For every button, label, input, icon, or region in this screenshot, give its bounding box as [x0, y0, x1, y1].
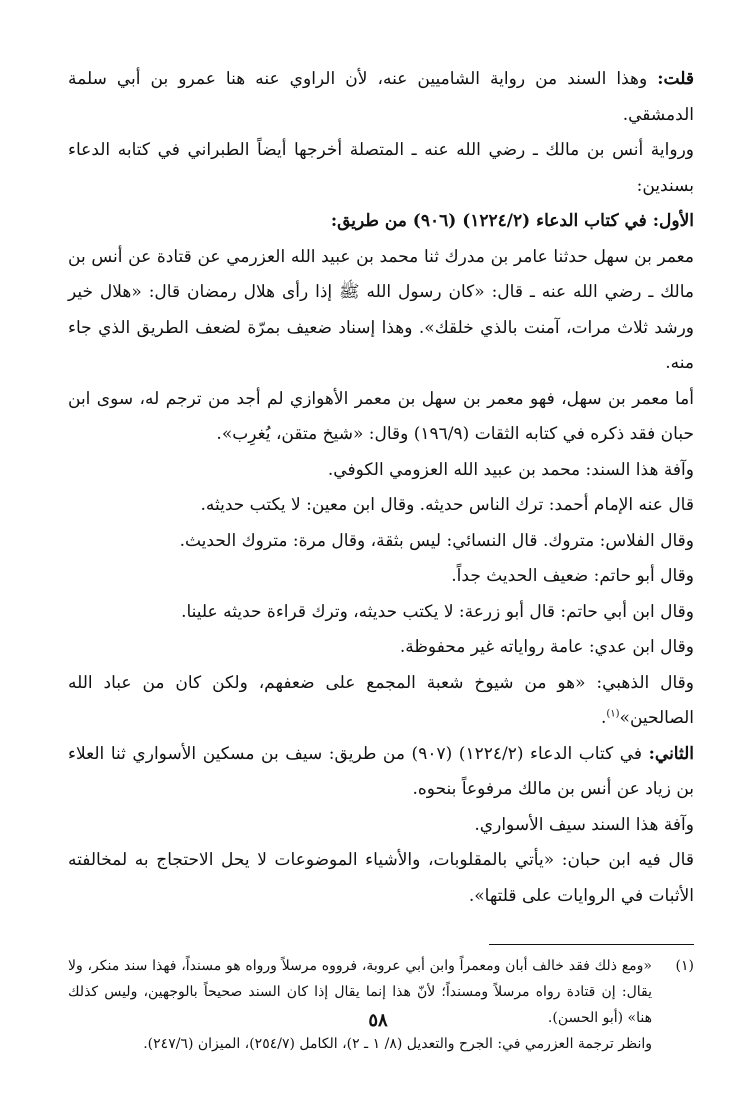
- paragraph: وقال ابن عدي: عامة رواياته غير محفوظة.: [399, 637, 694, 657]
- paragraph: قال فيه ابن حبان: «يأتي بالمقلوبات، والأشياء الموضوعات لا يحل الاحتجاج به لمخالفته الأثبات في الروايات على قلتها».: [68, 850, 694, 906]
- paragraph: [68, 204, 694, 240]
- footnote-number: (١): [675, 958, 694, 974]
- paragraph: وآفة هذا السند: محمد بن عبيد الله العزومي الكوفي.: [327, 459, 694, 480]
- paragraph: وقال أبو حاتم: ضعيف الحديث جداً.: [451, 566, 694, 586]
- paragraph: قال عنه الإمام أحمد: ترك الناس حديثه. وقال ابن معين: لا يكتب حديثه.: [200, 495, 694, 515]
- paragraph: [68, 666, 694, 737]
- paragraph-text: في كتاب الدعاء (١٢٢٤/٢) (٩٠٦) من طريق:: [330, 211, 653, 231]
- paragraph: وقال ابن أبي حاتم: قال أبو زرعة: لا يكتب حديثه، وترك قراءة حديثه علينا.: [181, 601, 694, 622]
- paragraph-end: .: [600, 708, 607, 728]
- paragraph: ورواية أنس بن مالك ـ رضي الله عنه ـ المتصلة أخرجها أيضاً الطبراني في كتابه الدعاء بسندين:: [68, 140, 694, 196]
- paragraph-text: في كتاب الدعاء (١٢٢٤/٢) (٩٠٧) من طريق: سيف بن مسكين الأسواري ثنا العلاء بن زياد عن أنس بن مالك مرفوعاً بنحوه.: [68, 743, 694, 799]
- paragraph-lead: قلت:: [657, 69, 694, 89]
- footnote-text: «ومع ذلك فقد خالف أبان ومعمراً وابن أبي عروبة، فرووه مرسلاً ورواه هو مسنداً، فهذا سند منكر، ولا يقال: إن قتادة رواه مرسلاً ومسنداً؛ لأنّ هذا إنما يقال إذا كان السند صحيحاً بالوجهين، وليس كذلك هنا» (أبو الحسن).: [68, 958, 652, 1026]
- paragraph: وقال الفلاس: متروك. قال النسائي: ليس بثقة، وقال مرة: متروك الحديث.: [179, 530, 694, 551]
- paragraph-lead: الثاني:: [648, 743, 695, 764]
- main-text: [68, 62, 694, 914]
- footnote: [68, 953, 694, 1057]
- page-number: ٥٨: [368, 1010, 388, 1031]
- paragraph: أما معمر بن سهل، فهو معمر بن سهل بن معمر الأهوازي لم أجد من ترجم له، سوى ابن حبان فقد ذكره في كتابه الثقات (١٩٦/٩) وقال: «شيخ متقن، يُغرِب».: [68, 388, 694, 444]
- paragraph: [68, 737, 694, 808]
- paragraph-text: وهذا السند من رواية الشاميين عنه، لأن الراوي عنه هنا عمرو بن أبي سلمة الدمشقي.: [68, 69, 694, 125]
- footnote-text: وانظر ترجمة العزرمي في: الجرح والتعديل (٨/ ١ ـ ٢)، الكامل (٢٥٤/٧)، الميزان (٢٤٧/٦).: [143, 1036, 652, 1052]
- paragraph-lead: الأول:: [652, 211, 694, 231]
- paragraph-text: وقال الذهبي: «هو من شيوخ شعبة المجمع على ضعفهم، ولكن كان من عباد الله الصالحين»: [68, 672, 694, 728]
- paragraph: [68, 62, 694, 133]
- footnote-ref[interactable]: (١): [606, 708, 620, 720]
- footnote-body: [68, 953, 652, 1057]
- paragraph: وآفة هذا السند سيف الأسواري.: [474, 814, 694, 835]
- paragraph: معمر بن سهل حدثنا عامر بن مدرك ثنا محمد بن عبيد الله العزرمي عن قتادة عن أنس بن مالك ـ رضي الله عنه ـ قال: «كان رسول الله ﷺ إذا رأى هلال رمضان قال: «هلال خير ورشد ثلاث مرات، آمنت بالذي خلقك». وهذا إسناد ضعيف بمرّة لضعف الطريق الذي جاء منه.: [68, 246, 694, 373]
- footnote-divider: [489, 944, 694, 945]
